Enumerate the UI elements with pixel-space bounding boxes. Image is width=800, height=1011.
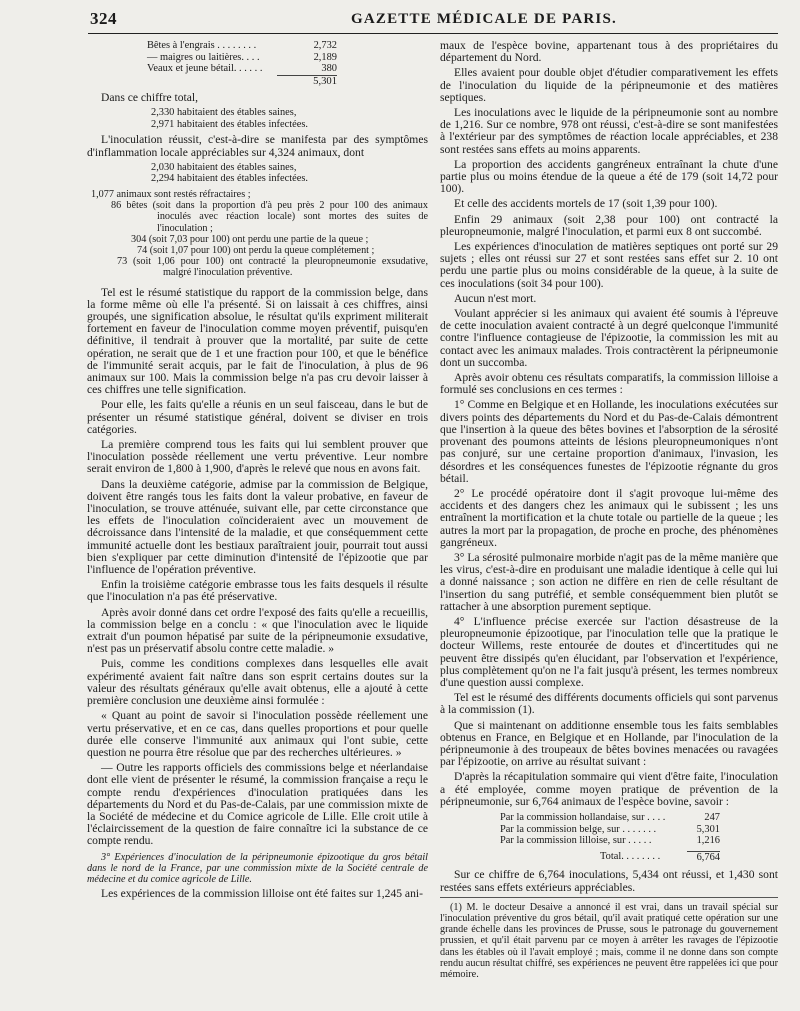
commission-table	[500, 812, 720, 863]
table-row: — maigres ou laitières. . . . 2,189	[147, 51, 337, 63]
conclusion-2: 2° Le procédé opératoire dont il s'agit provoque lui-même des accidents et des dangers chez les animaux qui le subissent ; les uns entraînent la mortification et la chute totale ou partielle de la queue ; les autres la mort par la propagation, de proche en proche, des phénomènes gangréneux.	[440, 486, 778, 549]
paragraph: Pour elle, les faits qu'elle a réunis en un seul faisceau, dans le but de présenter un résumé statistique général, doivent se diviser en trois catégories.	[87, 398, 428, 436]
journal-title: GAZETTE MÉDICALE DE PARIS.	[351, 11, 617, 27]
paragraph: La proportion des accidents gangréneux entraînant la chute d'une partie plus ou moins étendue de la queue a été de 179 (soit 14,72 pour 100).	[440, 157, 778, 196]
right-column	[440, 40, 778, 983]
paragraph: Dans la deuxième catégorie, admise par la commission de Belgique, doivent être rangés tous les faits dont la valeur probative, en faveur de l'inoculation, se trouve atténuée, suivant elle, par cette circonstance que les effets de l'inoculation coïncideraient avec un mouvement de décroissance dans l'intensité de la maladie, et que conséquemment cette immunité actuelle dont les bestiaux paraîtraient jouir, pourrait tout aussi bien s'expliquer par cette diminution d'intensité de l'épizootie que par l'influence de l'opération préventive.	[87, 477, 428, 577]
paragraph: Après avoir donné dans cet ordre l'exposé des faits qu'elle a recueillis, la commission belge en a conclu : « que l'inoculation avec le liquide extrait d'un poumon hépatisé par suite de la péripneumonie exsudative, n'est pas un préservatif absolu contre cette maladie. »	[87, 605, 428, 656]
paragraph: Après avoir obtenu ces résultats comparatifs, la commission lilloise a formulé ses conclusions en ces termes :	[440, 371, 778, 397]
list-item: 86 bêtes (soit dans la proportion d'à peu près 2 pour 100 des animaux inoculés avec réaction locale) sont mortes des suites de l'inoculation ;	[111, 200, 428, 234]
table-row: Veaux et jeune bétail. . . . . . 380	[147, 63, 337, 75]
paragraph: La première comprend tous les faits qui lui semblent prouver que l'inoculation possède réellement une vertu préventive. Leur nombre serait environ de 1,800 à 1,900, d'après le relevé que nous en avons fait.	[87, 438, 428, 476]
paragraph: Que si maintenant on additionne ensemble tous les faits semblables obtenus en France, en Belgique et en Hollande, par l'inoculation de la péripneumonie à des troupeaux de bêtes bovines menacées ou ravagées par l'épizootie, on arrive au résultat suivant :	[440, 718, 778, 769]
footnote: (1) M. le docteur Desaive a annoncé il est vrai, dans un travail spécial sur l'inoculation préventive du gros bétail, qu'il avait pratiqué cette opération sur une grande échelle dans les provinces de Prusse, sous le patronage du gouvernement prussien, et qu'il était parvenu par ce moyen à arrêter les ravages de l'épizootie dans les étables où il l'avait employé ; mais, comme il ne donne dans son compte rendu aucun résultat chiffré, ses expériences ne peuvent être rappelées ici que pour mémoire.	[440, 897, 778, 980]
list-item: 2,330 habitaient des étables saines,	[151, 107, 297, 119]
paragraph: Enfin la troisième catégorie embrasse tous les faits desquels il résulte que l'inoculation n'a pas été préservative.	[87, 578, 428, 604]
paragraph: maux de l'espèce bovine, appartenant tous à des propriétaires du département du Nord.	[440, 39, 778, 65]
paragraph: Tel est le résumé des différents documents officiels qui sont parvenus à la commission (1).	[440, 691, 778, 717]
paragraph: L'inoculation réussit, c'est-à-dire se manifesta par des symptômes d'inflammation locale appréciables sur 4,324 animaux, dont	[87, 133, 428, 159]
paragraph: Les expériences d'inoculation de matières septiques ont porté sur 29 sujets ; elles ont réussi sur 27 et sont restées sans effet sur 2. 10 ont perdu une partie plus ou moins considérable de la queue, à la suite de ces inoculations (soit 34 pour 100).	[440, 240, 778, 290]
list-item: 304 (soit 7,03 pour 100) ont perdu une partie de la queue ;	[131, 233, 369, 245]
paragraph: Les inoculations avec le liquide de la péripneumonie sont au nombre de 1,216. Sur ce nombre, 978 ont réussi, c'est-à-dire se sont manifestées à l'extérieur par des symptômes de réaction locale appréciables, et 238 sont restées sans effets au moins apparents.	[440, 106, 778, 156]
paragraph: Sur ce chiffre de 6,764 inoculations, 5,434 ont réussi, et 1,430 sont restées sans effets extérieurs appréciables.	[440, 868, 778, 894]
list-item: 2,971 habitaient des étables infectées.	[151, 118, 308, 130]
header-rule	[88, 33, 778, 34]
stable-list	[87, 107, 428, 130]
results-list	[87, 189, 428, 279]
paragraph: D'après la récapitulation sommaire qui vient d'être faite, l'inoculation a été employée, comme moyen pratique de prévention de la péripneumonie, sur 6,764 animaux de l'espèce bovine, savoir :	[440, 770, 778, 808]
table-row: Par la commission lilloise, sur . . . . . 1,216	[500, 835, 720, 847]
conclusion-4: 4° L'influence précise exercée sur l'action désastreuse de la pleuropneumonie épizootique, par l'inoculation telle que la pratique le docteur Willems, reste entourée de doutes et d'incertitudes qui ne peuvent être dissipés qu'en élucidant, par l'observation et l'expérience, plus complètement qu'on ne l'a fait jusqu'à présent, les termes nombreux d'une question aussi complexe.	[440, 614, 778, 689]
paragraph: Les expériences de la commission lilloise ont été faites sur 1,245 ani-	[101, 887, 423, 901]
left-column	[87, 40, 428, 903]
paragraph: Dans ce chiffre total,	[101, 90, 199, 104]
list-item: 74 (soit 1,07 pour 100) ont perdu la queue complétement ;	[137, 244, 375, 256]
section-heading: 3° Expériences d'inoculation de la péripneumonie épizootique du gros bétail dans le nord de la France, par une commission mixte de la Société centrale de médecine et du comice agricole de Lille.	[87, 851, 428, 885]
cattle-total: 5,301	[277, 75, 337, 88]
cattle-table	[147, 40, 337, 88]
table-row: Par la commission belge, sur . . . . . . . 5,301	[500, 823, 720, 835]
table-row: Bêtes à l'engrais . . . . . . . . 2,732	[147, 40, 337, 51]
paragraph: — Outre les rapports officiels des commissions belge et néerlandaise dont elle vient de présenter le résumé, la commission française a reçu le compte rendu d'expériences d'inoculation pratiquées dans les départements du Nord et du Pas-de-Calais, par une commission mixte de la Société de médecine et du Comice agricole de Lille. Elle croit utile à l'éclaircissement de la question de faire connaître ici la substance de ce compte rendu.	[87, 761, 428, 848]
paragraph: Et celle des accidents mortels de 17 (soit 1,39 pour 100).	[454, 197, 718, 211]
page-number: 324	[90, 9, 117, 28]
paragraph: Voulant apprécier si les animaux qui avaient été soumis à l'épreuve de cette inoculation avaient contracté à un degré quelconque l'immunité contre l'influence contagieuse de l'épizootie, la commission les mit au contact avec les animaux malades. Trois contractèrent la péripneumonie dont un succomba.	[440, 307, 778, 369]
list-item: 1,077 animaux sont restés réfractaires ;	[91, 188, 251, 200]
list-item: 2,030 habitaient des étables saines,	[151, 161, 297, 173]
paragraph: Puis, comme les conditions complexes dans lesquelles elle avait expérimenté avaient fait naître dans son esprit certains doutes sur la valeur des résultats généraux qu'elle avait obtenus, elle a ajouté à cette première conclusion une deuxième ainsi formulée :	[87, 657, 428, 708]
paragraph: Elles avaient pour double objet d'étudier comparativement les effets de l'inoculation du liquide de la péripneumonie et des matières septiques.	[440, 66, 778, 104]
conclusion-3: 3° La sérosité pulmonaire morbide n'agit pas de la même manière que les virus, c'est-à-dire en produisant une maladie identique à celle qui lui a donné naissance ; son action ne diffère en rien de celle résultant de l'insertion du sang putréfié, et semble conséquemment bien plutôt se rattacher à une absorption purement septique.	[440, 550, 778, 613]
stable-list	[87, 162, 428, 185]
list-item: 2,294 habitaient des étables infectées.	[151, 173, 308, 185]
page-header	[0, 0, 800, 34]
conclusion-1: 1° Comme en Belgique et en Hollande, les inoculations exécutées sur divers points des départements du Nord et du Pas-de-Calais démontrent que l'insertion à la queue des bêtes bovines et l'absorption de la sérosité provenant des poumons atteints de lésions pleuropneumoniques n'ont pas conjuré, sur une certaine proportion d'animaux, l'invasion, les désordres et les conséquences funestes de l'épizootie régnante du gros bétail.	[440, 398, 778, 485]
paragraph: Enfin 29 animaux (soit 2,38 pour 100) ont contracté la pleuropneumonie, malgré l'inoculation, et parmi eux 8 ont succombé.	[440, 212, 778, 238]
table-row: Par la commission hollandaise, sur . . . . 247	[500, 811, 720, 823]
table-total-row: Total. . . . . . . . 6,764	[600, 850, 720, 863]
paragraph: Aucun n'est mort.	[454, 291, 537, 305]
paragraph: Tel est le résumé statistique du rapport de la commission belge, dans la forme même où elle l'a présenté. Si on laissait à ces chiffres, ainsi groupés, une signification absolue, le résultat qu'ils expriment militerait fortement en faveur de l'inoculation comme moyen préventif, puisqu'en définitive, il tendrait à prouver que la mortalité, par suite de cette opération, ne serait que de 1 et une fraction pour 100, et que le bénéfice de l'immunité serait acquis, par le fait de l'inoculation, à plus de 96 animaux sur 100. Mais la commission belge n'a pas cru devoir laisser à ces chiffres une telle signification.	[87, 285, 428, 397]
paragraph: « Quant au point de savoir si l'inoculation possède réellement une vertu préservative, et en ce cas, dans quelles proportions et pour quelle durée elle conserve l'immunité aux animaux qui l'ont subie, cette question ne pourra être résolue que par des recherches ultérieures. »	[87, 709, 428, 759]
list-item: 73 (soit 1,06 pour 100) ont contracté la pleuropneumonie exsudative, malgré l'inoculation préventive.	[117, 256, 428, 279]
